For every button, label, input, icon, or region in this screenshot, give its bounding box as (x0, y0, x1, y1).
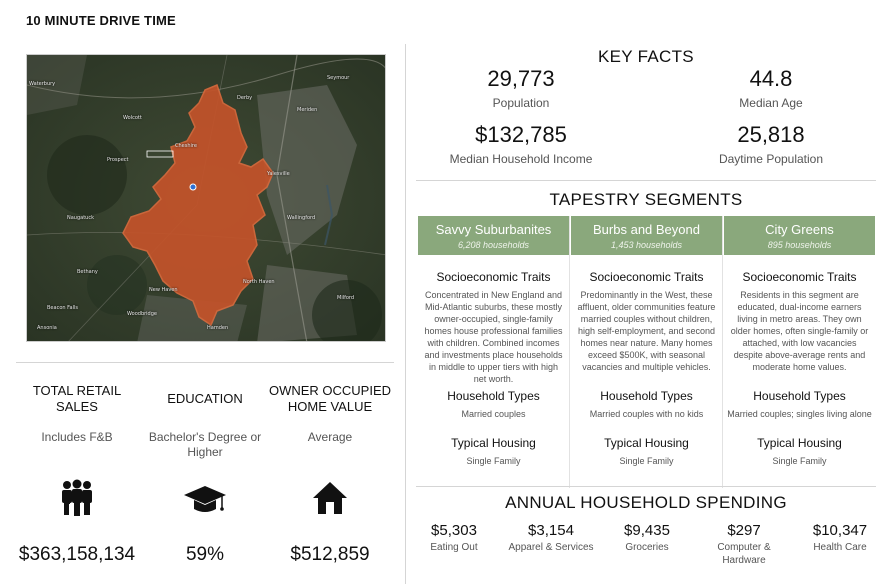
fact-label: Daytime Population (718, 152, 824, 166)
spending-item (698, 522, 790, 567)
map-label: Prospect (107, 157, 129, 163)
stat-value: $363,158,134 (18, 544, 136, 565)
spending-value: $5,303 (431, 522, 477, 539)
types-text: Married couples with no kids (589, 409, 704, 419)
types-text: Married couples (461, 409, 526, 419)
housing-text: Single Family (619, 456, 674, 466)
types-text: Married couples; singles living alone (727, 409, 872, 419)
housing-text: Single Family (466, 456, 521, 466)
map-label: Yalesville (267, 171, 290, 177)
fact-median-income (406, 122, 636, 166)
fact-value: 25,818 (737, 122, 805, 147)
segment-details (571, 270, 722, 483)
stat-value: 59% (185, 544, 225, 565)
fact-label: Median Age (739, 96, 803, 110)
segment-details (724, 270, 875, 483)
map-label: North Haven (243, 279, 275, 285)
traits-text: Residents in this segment are educated, dual-income earners living in metro areas. They own older homes, often single-family or attached, with low vacancies despite above-average rents and moderate home values. (730, 290, 869, 372)
map-label: Woodbridge (127, 311, 157, 317)
divider (722, 216, 723, 488)
types-heading: Household Types (753, 389, 846, 403)
segment-header[interactable] (724, 216, 875, 255)
housing-heading: Typical Housing (757, 436, 842, 450)
spending-item (408, 522, 500, 554)
map-label: Wallingford (287, 215, 316, 221)
map-label: New Haven (149, 287, 178, 293)
fact-label: Median Household Income (449, 152, 593, 166)
stat-value: $512,859 (290, 544, 370, 565)
stat-subtitle: Average (307, 430, 353, 444)
stat-retail-sales (12, 382, 142, 566)
spending-value: $297 (727, 522, 761, 539)
divider (569, 216, 570, 488)
segment-header[interactable] (418, 216, 569, 255)
spending-label: Apparel & Services (508, 542, 594, 553)
traits-heading: Socioeconomic Traits (436, 270, 551, 284)
stat-title: OWNER OCCUPIED HOME VALUE (268, 383, 392, 414)
spending-item (794, 522, 886, 554)
page-title: 10 MINUTE DRIVE TIME (26, 13, 176, 28)
traits-text: Concentrated in New England and Mid-Atlantic suburbs, these mostly owner-occupied, single-family homes house professional families with children. Combined incomes and investments place households in middle to upper tiers with high net worth. (424, 290, 563, 384)
map-image (27, 55, 386, 342)
segment-name: Savvy Suburbanites (435, 222, 552, 237)
fact-median-age (656, 66, 886, 110)
drive-time-map[interactable] (26, 54, 386, 342)
map-label: Milford (337, 295, 355, 301)
divider (416, 486, 876, 487)
fact-value: 44.8 (749, 66, 793, 91)
spending-item (505, 522, 597, 554)
types-heading: Household Types (447, 389, 540, 403)
spending-item (601, 522, 693, 554)
fact-label: Population (492, 96, 550, 110)
fact-population (406, 66, 636, 110)
spending-value: $3,154 (528, 522, 574, 539)
map-label: Cheshire (175, 143, 197, 149)
housing-text: Single Family (772, 456, 827, 466)
map-label: Wolcott (123, 115, 142, 121)
stat-subtitle: Includes F&B (41, 430, 113, 444)
housing-heading: Typical Housing (451, 436, 536, 450)
stat-title: EDUCATION (167, 391, 243, 406)
fact-value: 29,773 (487, 66, 555, 91)
fact-value: $132,785 (475, 122, 567, 147)
traits-text: Predominantly in the West, these affluent, older communities feature married couples without children, high self-employment, and second homes near nature. Many homes exceed $500K, with seasonal vacancies and multiple vehicles. (577, 290, 716, 372)
map-label: Meriden (297, 107, 318, 113)
key-facts-title: KEY FACTS (598, 47, 694, 66)
tapestry-title: TAPESTRY SEGMENTS (549, 190, 743, 209)
segment-details (418, 270, 569, 483)
spending-value: $9,435 (624, 522, 670, 539)
segment-name: Burbs and Beyond (593, 222, 700, 237)
spending-label: Groceries (625, 542, 669, 553)
house-icon (265, 478, 395, 518)
housing-heading: Typical Housing (604, 436, 689, 450)
stat-title: TOTAL RETAIL SALES (32, 383, 122, 414)
map-label: Waterbury (29, 81, 56, 87)
map-label: Naugatuck (67, 215, 94, 221)
segment-households: 6,208 households (457, 240, 530, 250)
spending-value: $10,347 (812, 522, 868, 539)
stat-education (140, 382, 270, 566)
map-label: Beacon Falls (47, 305, 79, 311)
spending-title: ANNUAL HOUSEHOLD SPENDING (505, 493, 787, 512)
segment-households: 1,453 households (610, 240, 683, 250)
traits-heading: Socioeconomic Traits (589, 270, 704, 284)
stat-subtitle: Bachelor's Degree or Higher (148, 430, 262, 459)
spending-label: Eating Out (430, 542, 478, 553)
spending-label: Health Care (813, 542, 867, 553)
stat-home-value (265, 382, 395, 566)
divider (416, 180, 876, 181)
divider (16, 362, 394, 363)
types-heading: Household Types (600, 389, 693, 403)
map-label: Ansonia (37, 325, 57, 331)
spending-label: Computer & Hardware (717, 542, 771, 566)
people-icon (12, 478, 142, 518)
fact-daytime-population (656, 122, 886, 166)
segment-households: 895 households (767, 240, 832, 250)
segment-name: City Greens (765, 222, 834, 237)
map-label: Derby (237, 95, 253, 101)
map-label: Hamden (207, 325, 229, 331)
map-label: Bethany (77, 269, 98, 275)
traits-heading: Socioeconomic Traits (742, 270, 857, 284)
graduation-cap-icon (140, 478, 270, 518)
segment-header[interactable] (571, 216, 722, 255)
map-label: Seymour (327, 75, 350, 81)
